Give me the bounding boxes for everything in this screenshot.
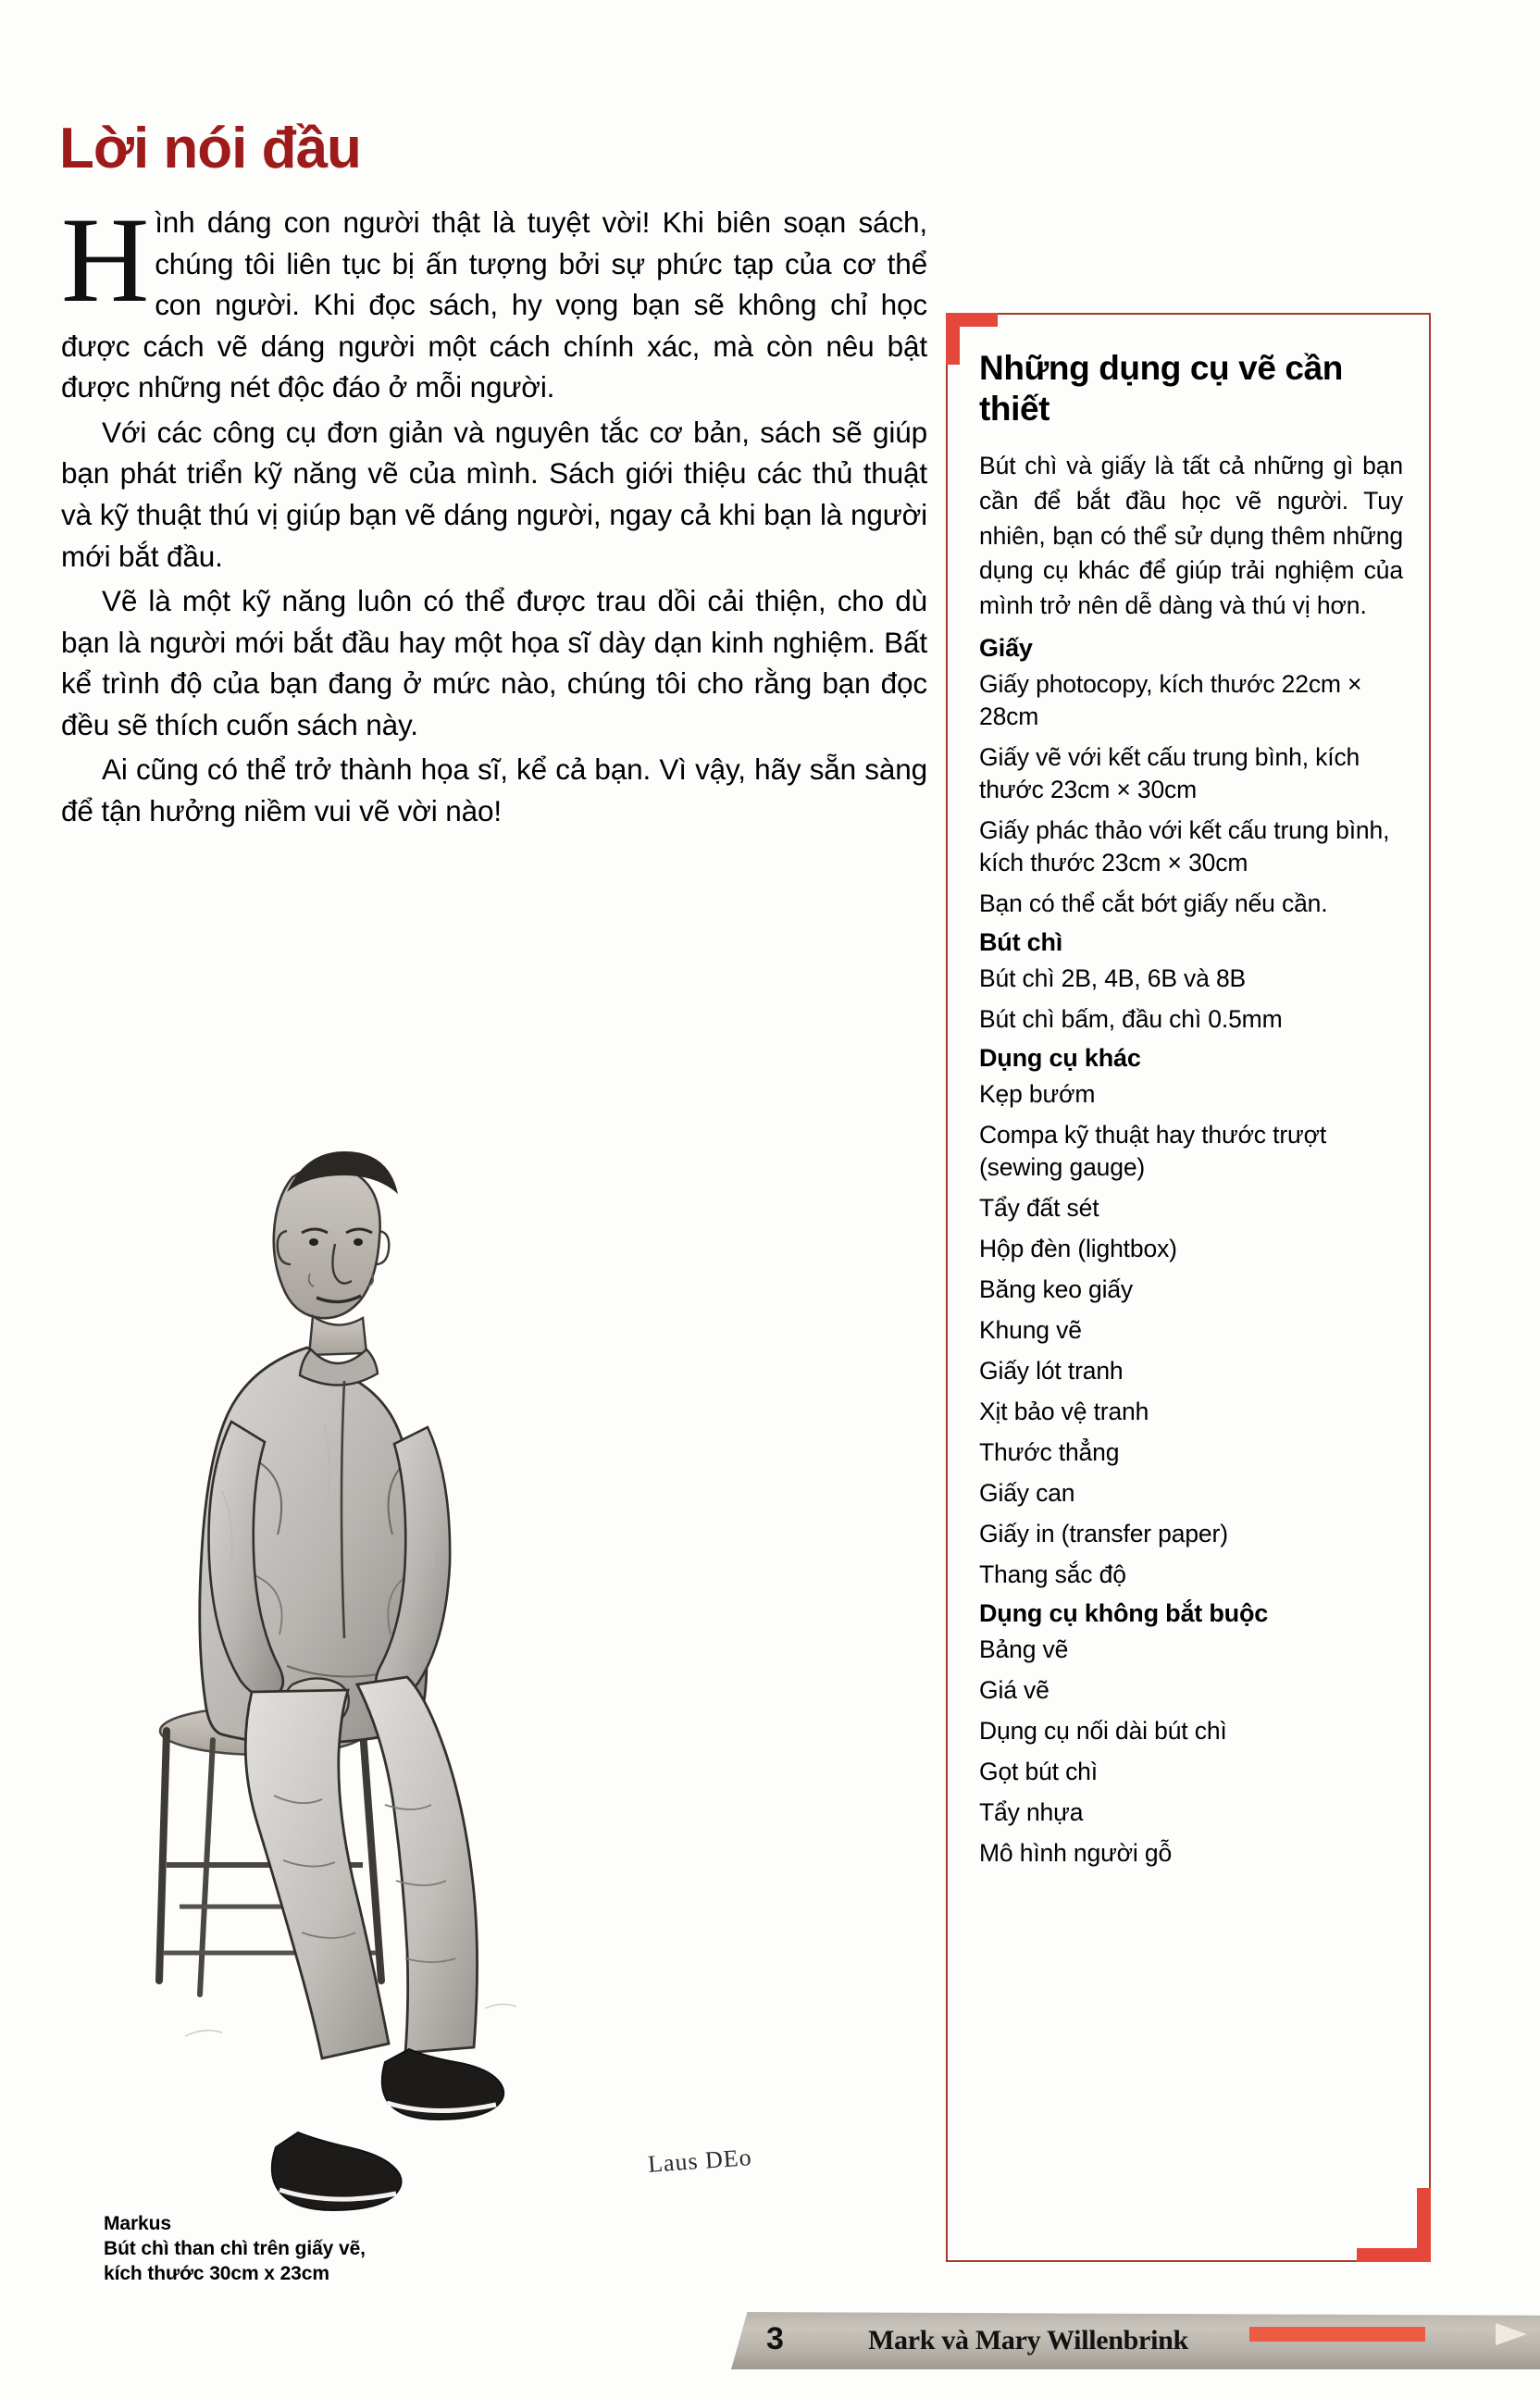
sidebar-list-item: Giấy in (transfer paper) <box>979 1519 1228 1548</box>
caption-title: Markus <box>104 2213 171 2234</box>
page-title: Lời nói đầu <box>59 116 361 180</box>
footer-authors: Mark và Mary Willenbrink <box>868 2325 1188 2355</box>
pencil-tip-icon <box>1496 2323 1527 2345</box>
sidebar-list-item: Giấy photocopy, kích thước 22cm × 28cm <box>979 670 1362 731</box>
page-number: 3 <box>766 2321 784 2356</box>
sidebar-list-item: Kẹp bướm <box>979 1080 1096 1109</box>
sidebar-list-item: Băng keo giấy <box>979 1275 1134 1303</box>
sidebar-list-item: Giá vẽ <box>979 1675 1049 1704</box>
sidebar-list-item: Tẩy đất sét <box>979 1194 1099 1223</box>
sidebar-list-item: Giấy vẽ với kết cấu trung bình, kích thước 23cm × 30cm <box>979 743 1360 804</box>
sidebar-list-item: Thước thẳng <box>979 1437 1120 1466</box>
sidebar-list-item: Bảng vẽ <box>979 1635 1069 1663</box>
sidebar-list-item: Bút chì bấm, đầu chì 0.5mm <box>979 1005 1283 1034</box>
sidebar-section-heading: Dụng cụ không bắt buộc <box>979 1598 1269 1627</box>
sidebar-list-item: Gọt bút chì <box>979 1757 1098 1785</box>
paragraph-1-text: ình dáng con người thật là tuyệt vời! Khi biên soạn sách, chúng tôi liên tục bị ấn tượng bởi sự phức tạp của cơ thể con người. Khi đọc sách, hy vọng bạn sẽ không chỉ học được cách vẽ dáng người một cách chính xác, mà còn nêu bật được những nét độc đáo ở mỗi người. <box>61 205 927 404</box>
sidebar-list-item: Giấy phác thảo với kết cấu trung bình, kích thước 23cm × 30cm <box>979 816 1390 877</box>
sidebar-corner-bottom-right-h <box>1357 2248 1431 2262</box>
paragraph-3: Vẽ là một kỹ năng luôn có thể được trau dồi cải thiện, cho dù bạn là người mới bắt đầu hay một họa sĩ dày dạn kinh nghiệm. Bất kể trình độ của bạn đang ở mức nào, chúng tôi cho rằng bạn đọc đều sẽ thích cuốn sách này. <box>61 584 927 741</box>
sidebar-section-heading: Bút chì <box>979 928 1063 957</box>
caption-line-1: Bút chì than chì trên giấy vẽ, <box>104 2237 366 2259</box>
sidebar-list-item: Giấy lót tranh <box>979 1356 1124 1385</box>
sidebar-title: Những dụng cụ vẽ cần thiết <box>979 349 1343 428</box>
sidebar-list-item: Tẩy nhựa <box>979 1797 1084 1826</box>
sidebar-list-item: Bút chì 2B, 4B, 6B và 8B <box>979 964 1247 993</box>
paragraph-4: Ai cũng có thể trở thành họa sĩ, kể cả bạn. Vì vậy, hãy sẵn sàng để tận hưởng niềm vui vẽ vời nào! <box>61 752 927 827</box>
sidebar-list-item: Hộp đèn (lightbox) <box>979 1235 1177 1263</box>
sidebar-list-item: Khung vẽ <box>979 1315 1082 1344</box>
sidebar-list-item: Dụng cụ nối dài bút chì <box>979 1716 1227 1745</box>
drop-cap: H <box>61 192 150 328</box>
pencil-stripe <box>1249 2327 1425 2342</box>
sidebar-section-heading: Giấy <box>979 634 1033 663</box>
artist-signature: Laus DEo <box>647 2144 753 2178</box>
sidebar-sections <box>979 634 1403 1869</box>
illustration-markus <box>111 1092 592 2240</box>
sidebar-intro: Bút chì và giấy là tất cả những gì bạn cần để bắt đầu học vẽ người. Tuy nhiên, bạn có thể sử dụng thêm những dụng cụ khác để giúp trải nghiệm của mình trở nên dễ dàng và thú vị hơn. <box>979 452 1403 619</box>
sidebar-list-item: Giấy can <box>979 1478 1075 1507</box>
sidebar-section-heading: Dụng cụ khác <box>979 1044 1141 1073</box>
sidebar-tools-box <box>946 313 1431 2262</box>
sidebar-list-item: Xịt bảo vệ tranh <box>979 1397 1149 1425</box>
caption-line-2: kích thước 30cm x 23cm <box>104 2262 329 2284</box>
body-column <box>61 192 927 835</box>
sidebar-corner-top-left-v <box>946 313 960 365</box>
sidebar-list-item: Mô hình người gỗ <box>979 1838 1173 1867</box>
paragraph-2: Với các công cụ đơn giản và nguyên tắc cơ bản, sách sẽ giúp bạn phát triển kỹ năng vẽ của mình. Sách giới thiệu các thủ thuật và kỹ thuật thú vị giúp bạn vẽ dáng người, ngay cả khi bạn là người mới bắt đầu. <box>61 415 927 573</box>
sidebar-list-item: Compa kỹ thuật hay thước trượt (sewing gauge) <box>979 1121 1327 1182</box>
sidebar-content <box>979 348 1403 1878</box>
page-footer <box>731 2306 1540 2375</box>
sidebar-list-item: Thang sắc độ <box>979 1560 1126 1588</box>
sidebar-list-item: Bạn có thể cắt bớt giấy nếu cần. <box>979 889 1328 918</box>
paragraph-1 <box>61 192 927 408</box>
illustration-caption <box>104 2212 539 2287</box>
